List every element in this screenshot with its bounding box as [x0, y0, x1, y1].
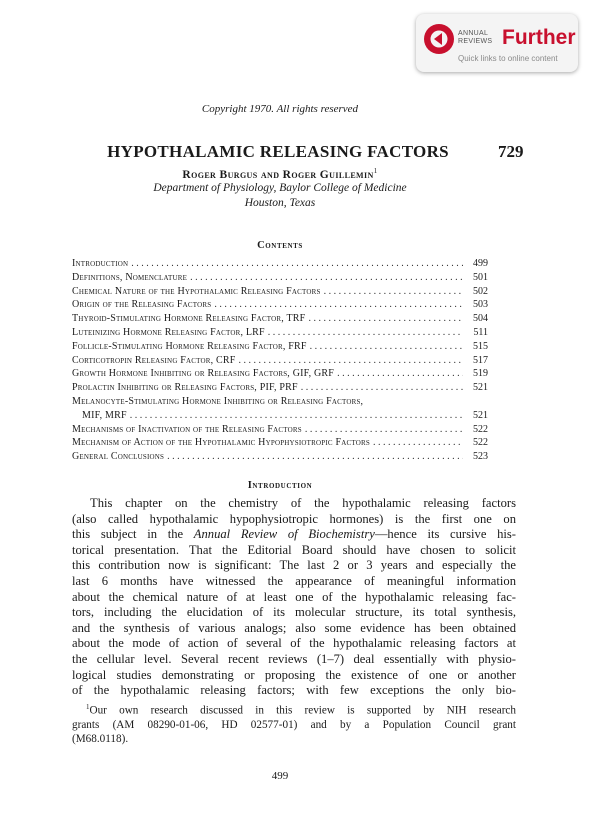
toc-leader	[337, 368, 463, 379]
toc-label: Prolactin Inhibiting or Releasing Factors, PIF, PRF	[72, 382, 298, 394]
toc-page: 511	[473, 326, 488, 338]
footnote-mark: 1	[86, 703, 90, 711]
toc-leader	[308, 313, 463, 324]
table-of-contents	[72, 258, 488, 465]
toc-entry[interactable]	[72, 451, 488, 465]
body-line: of the hypothalamic releasing factors; with few exceptions the only bio-	[72, 683, 516, 698]
toc-label: Mechanisms of Inactivation of the Releasing Factors	[72, 423, 302, 435]
author-footnote-mark: 1	[373, 167, 378, 175]
toc-entry[interactable]	[72, 382, 488, 396]
brand-line-2: REVIEWS	[458, 38, 493, 45]
footnote-text: Our own research discussed in this review is supported by NIH research	[89, 704, 516, 717]
further-subtitle[interactable]: Quick links to online content	[458, 54, 558, 63]
toc-label: Introduction	[72, 258, 129, 269]
toc-entry[interactable]	[72, 286, 488, 300]
author-names: Roger Burgus and Roger Guillemin	[182, 168, 374, 181]
toc-entry[interactable]	[72, 327, 488, 341]
toc-entry[interactable]	[72, 355, 488, 369]
toc-page: 519	[473, 368, 488, 380]
toc-leader	[130, 410, 463, 421]
toc-label: MIF, MRF	[82, 409, 127, 421]
toc-entry[interactable]	[72, 396, 488, 410]
further-title[interactable]: Further	[502, 26, 576, 49]
contents-heading: Contents	[257, 240, 303, 251]
toc-page: 523	[473, 451, 488, 463]
toc-label: Origin of the Releasing Factors	[72, 299, 212, 311]
toc-label: Thyroid-Stimulating Hormone Releasing Factor, TRF	[72, 313, 306, 325]
toc-leader	[239, 355, 463, 366]
toc-entry[interactable]	[72, 258, 488, 272]
toc-page: 503	[473, 299, 488, 311]
brand-text	[458, 30, 492, 46]
toc-entry[interactable]	[72, 368, 488, 382]
toc-page: 521	[473, 382, 488, 394]
toc-page: 522	[473, 437, 488, 449]
toc-page: 504	[473, 313, 488, 325]
toc-page: 522	[473, 423, 488, 435]
toc-label: Melanocyte-Stimulating Hormone Inhibiting or Releasing Factors,	[72, 395, 364, 407]
body-line: last 6 months have witnessed the appearance of meaningful information	[72, 573, 516, 588]
toc-label: Follicle-Stimulating Hormone Releasing Factor, FRF	[72, 340, 307, 352]
introduction-heading: Introduction	[247, 480, 313, 491]
toc-leader	[310, 341, 463, 352]
toc-page: 502	[473, 285, 488, 297]
toc-label: Growth Hormone Inhibiting or Releasing Factors, GIF, GRF	[72, 368, 335, 380]
toc-label: General Conclusions	[72, 451, 165, 463]
body-line: (also called hypothalamic hypophysiotropic hormones) is the first one on	[72, 511, 516, 526]
brand-line-1: ANNUAL	[458, 30, 489, 37]
annual-reviews-logo-icon	[424, 24, 454, 54]
toc-page: 517	[473, 354, 488, 366]
toc-leader	[301, 382, 463, 393]
toc-entry[interactable]	[72, 272, 488, 286]
toc-page: 501	[473, 271, 488, 283]
affiliation-city: Houston, Texas	[244, 197, 316, 209]
toc-leader	[190, 272, 463, 283]
journal-page-number: 729	[498, 142, 524, 161]
toc-leader	[167, 451, 463, 462]
toc-label: Definitions, Nomenclature	[72, 271, 188, 283]
copyright-notice: Copyright 1970. All rights reserved	[201, 103, 359, 115]
journal-name: Annual Review of Biochemistry	[193, 527, 375, 542]
toc-leader	[214, 299, 463, 310]
toc-label: Mechanism of Action of the Hypothalamic Hypophysiotropic Factors	[72, 437, 370, 449]
footnote-line	[72, 700, 516, 718]
toc-page: 521	[473, 409, 488, 421]
footnote	[72, 700, 516, 746]
body-line: This chapter on the chemistry of the hypothalamic releasing factors	[90, 496, 516, 510]
toc-page: 499	[473, 258, 488, 269]
footnote-line: (M68.0118).	[72, 733, 129, 746]
authors	[0, 167, 560, 181]
toc-label: Chemical Nature of the Hypothalamic Releasing Factors	[72, 285, 321, 297]
toc-leader	[373, 437, 463, 448]
toc-entry[interactable]	[72, 437, 488, 451]
toc-entry[interactable]	[72, 410, 488, 424]
toc-entry[interactable]	[72, 341, 488, 355]
article-title: HYPOTHALAMIC RELEASING FACTORS	[107, 142, 449, 161]
toc-label: Luteinizing Hormone Releasing Factor, LRF	[72, 326, 265, 338]
toc-label: Corticotropin Releasing Factor, CRF	[72, 354, 236, 366]
body-line: torical presentation. That the Editorial Board should have chosen to solicit	[72, 542, 516, 557]
toc-leader	[324, 286, 463, 297]
body-line: this contribution now is significant: The last 2 or 3 years and especially the	[72, 558, 516, 573]
introduction-body	[72, 496, 516, 699]
body-line: about the chemical nature of at least one of the hypothalamic releasing fac-	[72, 589, 516, 604]
body-line: and the synthesis of various analogs; also some evidence has been obtained	[72, 620, 516, 635]
toc-entry[interactable]	[72, 299, 488, 313]
further-banner[interactable]	[416, 14, 578, 72]
toc-entry[interactable]	[72, 313, 488, 327]
toc-leader	[131, 258, 463, 269]
body-line: about the mode of action of several of the hypothalamic releasing factors at	[72, 636, 516, 651]
toc-leader	[305, 424, 463, 435]
body-line: logical studies demonstrating or proposing the existence of one or another	[72, 667, 516, 682]
toc-entry[interactable]	[72, 424, 488, 438]
toc-leader	[268, 327, 463, 338]
affiliation-department: Department of Physiology, Baylor College of Medicine	[153, 182, 407, 194]
body-line-journal: this subject in the Annual Review of Biochemistry—hence its cursive his-	[72, 527, 516, 542]
page-folio: 499	[271, 770, 289, 782]
toc-page: 515	[473, 340, 488, 352]
footnote-line: grants (AM 08290-01-06, HD 02577-01) and by a Population Council grant	[72, 718, 516, 731]
body-line: the cellular level. Several recent reviews (1–7) deal essentially with physio-	[72, 651, 516, 666]
body-line: tors, including the elucidation of its molecular structure, its total synthesis,	[72, 605, 516, 620]
